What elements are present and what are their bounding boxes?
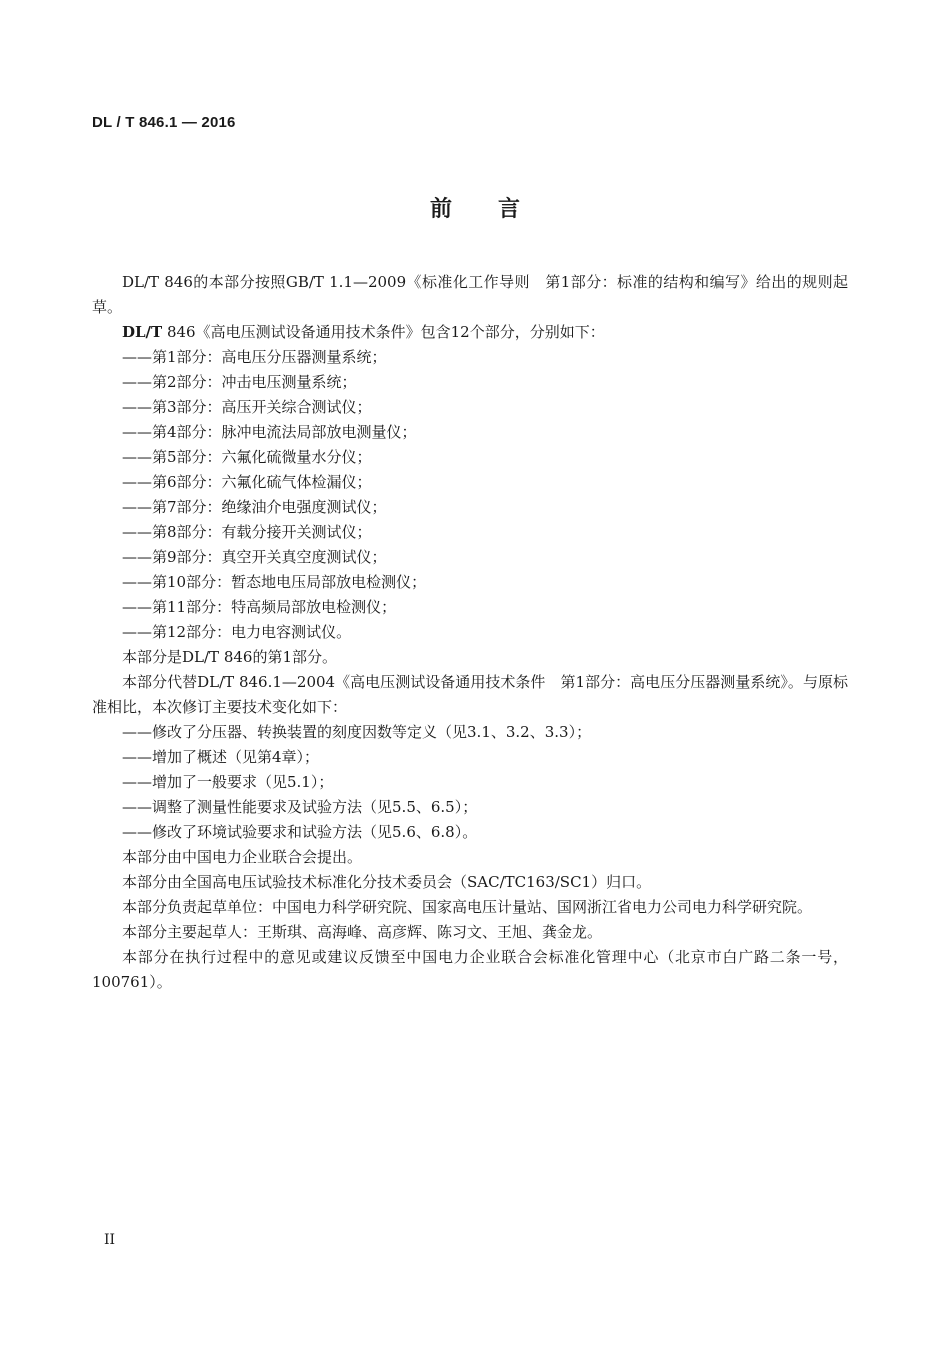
list-item: ——第4部分：脉冲电流法局部放电测量仪； bbox=[122, 423, 417, 441]
drafting-units-paragraph: 本部分负责起草单位：中国电力科学研究院、国家高电压计量站、国网浙江省电力公司电力科学研究院。 bbox=[122, 898, 813, 916]
document-body bbox=[92, 270, 848, 995]
page-title: 前言 bbox=[429, 197, 566, 222]
list-item: ——第1部分：高电压分压器测量系统； bbox=[122, 348, 387, 366]
replaces-paragraph: 本部分代替DL/T 846.1—2004《高电压测试设备通用技术条件 第1部分：高电压分压器测量系统》。与原标准相比，本次修订主要技术变化如下： bbox=[92, 673, 848, 716]
list-item: ——修改了分压器、转换装置的刻度因数等定义（见3.1、3.2、3.3）； bbox=[122, 723, 592, 741]
parts-intro-prefix: DL/T bbox=[122, 323, 163, 341]
list-item: ——第12部分：电力电容测试仪。 bbox=[122, 623, 352, 641]
list-item: ——第9部分：真空开关真空度测试仪； bbox=[122, 548, 387, 566]
list-item: ——第2部分：冲击电压测量系统； bbox=[122, 373, 357, 391]
list-item: ——第3部分：高压开关综合测试仪； bbox=[122, 398, 372, 416]
list-item: ——第11部分：特高频局部放电检测仪； bbox=[122, 598, 397, 616]
parts-intro-text: 846《高电压测试设备通用技术条件》包含12个部分，分别如下： bbox=[162, 323, 605, 341]
list-item: ——第10部分：暂态地电压局部放电检测仪； bbox=[122, 573, 427, 591]
list-item: ——第5部分：六氟化硫微量水分仪； bbox=[122, 448, 372, 466]
parts-list bbox=[92, 345, 848, 645]
committee-paragraph: 本部分由全国高电压试验技术标准化分技术委员会（SAC/TC163/SC1）归口。 bbox=[122, 873, 652, 891]
drafters-paragraph: 本部分主要起草人：王斯琪、高海峰、高彦辉、陈习文、王旭、龚金龙。 bbox=[122, 923, 603, 941]
list-item: ——修改了环境试验要求和试验方法（见5.6、6.8）。 bbox=[122, 823, 478, 841]
page-number: II bbox=[104, 1232, 116, 1248]
intro-paragraph: DL/T 846的本部分按照GB/T 1.1—2009《标准化工作导则 第1部分：标准的结构和编写》给出的规则起草。 bbox=[92, 273, 848, 316]
list-item: ——增加了一般要求（见5.1）； bbox=[122, 773, 334, 791]
parts-intro-paragraph bbox=[92, 320, 848, 345]
proposer-paragraph: 本部分由中国电力企业联合会提出。 bbox=[122, 848, 363, 866]
changes-list bbox=[92, 720, 848, 845]
standard-code: DL / T 846.1 — 2016 bbox=[92, 114, 236, 131]
list-item: ——第8部分：有载分接开关测试仪； bbox=[122, 523, 372, 541]
list-item: ——第6部分：六氟化硫气体检漏仪； bbox=[122, 473, 372, 491]
list-item: ——增加了概述（见第4章）； bbox=[122, 748, 320, 766]
this-part-paragraph: 本部分是DL/T 846的第1部分。 bbox=[122, 648, 337, 666]
list-item: ——调整了测量性能要求及试验方法（见5.5、6.5）； bbox=[122, 798, 478, 816]
feedback-paragraph: 本部分在执行过程中的意见或建议反馈至中国电力企业联合会标准化管理中心（北京市白广路二条一号，100761）。 bbox=[92, 948, 848, 991]
list-item: ——第7部分：绝缘油介电强度测试仪； bbox=[122, 498, 387, 516]
